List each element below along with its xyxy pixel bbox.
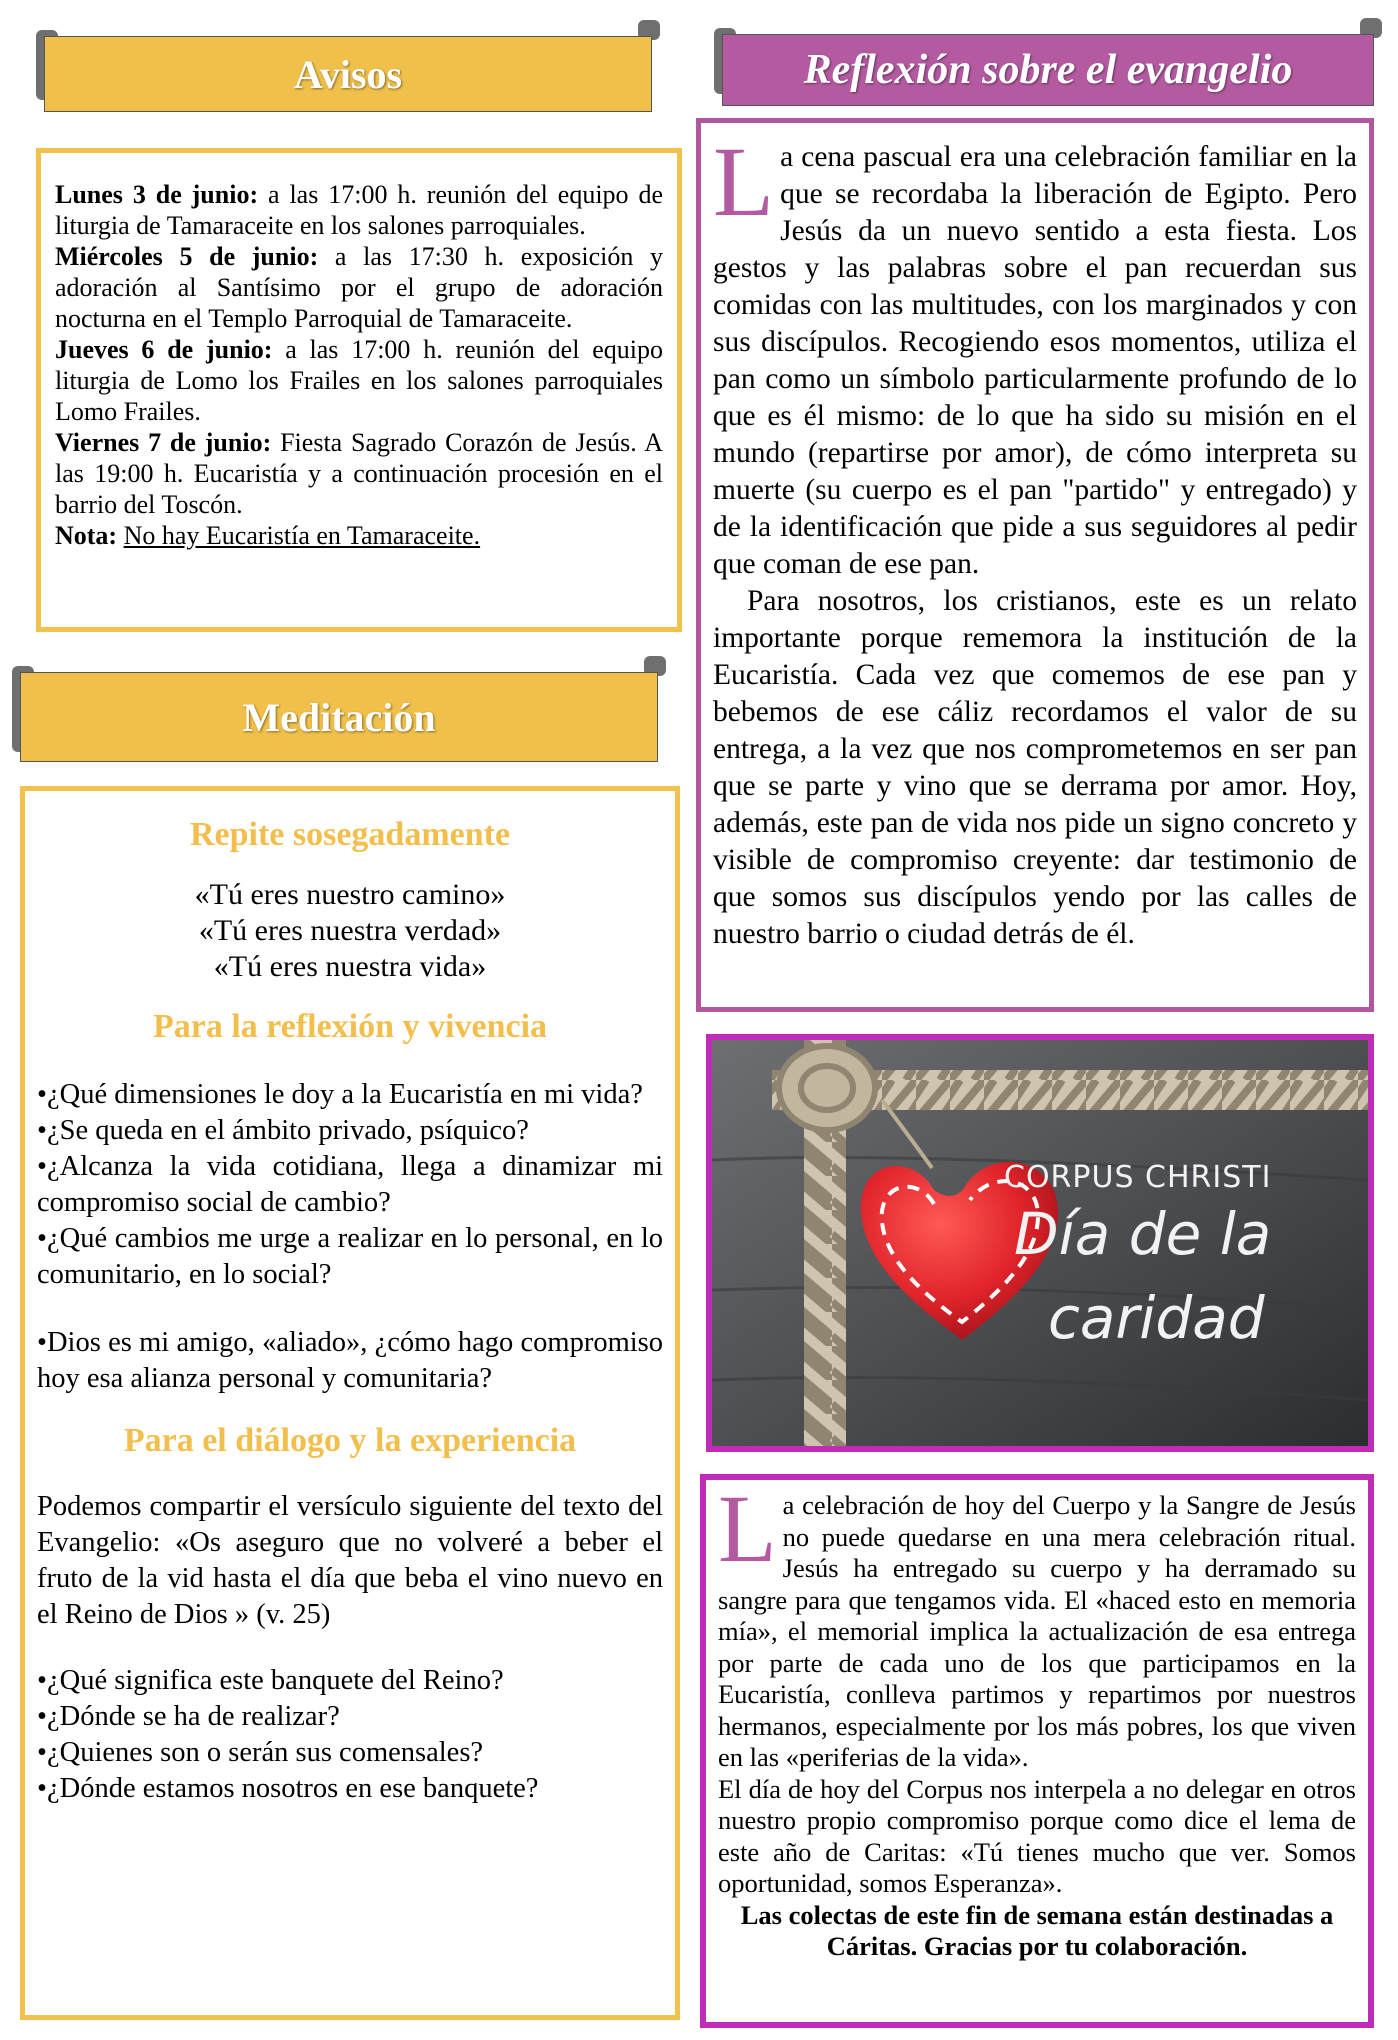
aviso-day: Miércoles 5 de junio: xyxy=(55,242,319,271)
reflexion-banner xyxy=(722,34,1374,106)
image-line2: Día de la xyxy=(1014,1200,1272,1268)
list-item: •¿Quienes son o serán sus comensales? xyxy=(37,1737,484,1768)
aviso-text: a las 17:30 h. exposición y adoración al Santísimo por el grupo de adoración nocturna en el Templo Parroquial de Tamaraceite. xyxy=(55,242,663,333)
aviso-day: Jueves 6 de junio: xyxy=(55,335,273,364)
reflexion-box xyxy=(696,118,1374,1012)
image-line1: CORPUS CHRISTI xyxy=(1004,1160,1272,1195)
list-item: •¿Qué dimensiones le doy a la Eucaristía en mi vida? xyxy=(37,1079,643,1110)
image-line3: caridad xyxy=(1048,1284,1265,1352)
phrase: «Tú eres nuestro camino» xyxy=(194,878,506,911)
phrase: «Tú eres nuestra vida» xyxy=(213,950,487,983)
aviso-day: Viernes 7 de junio: xyxy=(55,428,272,457)
meditacion-banner xyxy=(20,672,658,762)
list-item: •¿Dónde se ha de realizar? xyxy=(37,1701,340,1732)
aviso-day: Lunes 3 de junio: xyxy=(55,180,259,209)
list-item: •¿Dónde estamos nosotros en ese banquete? xyxy=(37,1773,539,1804)
repite-heading: Repite sosegadamente xyxy=(189,816,511,853)
avisos-box xyxy=(36,148,682,632)
aviso-text: a las 17:00 h. reunión del equipo de liturgia de Tamaraceite en los salones parroquiales. xyxy=(55,180,663,240)
list-item: •¿Qué cambios me urge a realizar en lo personal, en lo comunitario, en lo social? xyxy=(37,1223,663,1290)
celebracion-para1: a celebración de hoy del Cuerpo y la Sangre de Jesús no puede quedarse en una mera celebración ritual. Jesús ha entregado su cuerpo y ha derramado su sangre para que tengamos vida. El «haced esto en memoria mía», el memorial implica la actualización de esa entrega por parte de cada uno de los que participamos en la Eucaristía, conlleva partimos y repartimos por nuestros hermanos, especialmente por los más pobres, los que viven en las «periferias de la vida». xyxy=(718,1490,1356,1772)
reflexion-heading: Para la reflexión y vivencia xyxy=(152,1008,548,1045)
phrase: «Tú eres nuestra verdad» xyxy=(198,914,502,947)
aviso-text: a las 17:00 h. reunión del equipo liturgia de Lomo los Frailes en los salones parroquiales Lomo Frailes. xyxy=(55,335,663,426)
avisos-title: Avisos xyxy=(293,51,403,97)
dialogo-heading: Para el diálogo y la experiencia xyxy=(123,1422,577,1459)
celebracion-box xyxy=(700,1474,1374,2028)
aviso-text: Fiesta Sagrado Corazón de Jesús. A las 19:00 h. Eucaristía y a continuación procesión en el barrio del Toscón. xyxy=(55,428,663,519)
dialogo-text: Podemos compartir el versículo siguiente del texto del Evangelio: «Os aseguro que no volveré a beber el fruto de la vid hasta el día que beba el vino nuevo en el Reino de Dios » (v. 25) xyxy=(37,1491,663,1630)
meditacion-box xyxy=(20,786,680,2020)
corpus-christi-image-frame xyxy=(706,1034,1374,1452)
list-item: •Dios es mi amigo, «aliado», ¿cómo hago compromiso hoy esa alianza personal y comunitaria? xyxy=(37,1327,663,1394)
list-item: •¿Se queda en el ámbito privado, psíquico? xyxy=(37,1115,529,1146)
reflexion-para2: Para nosotros, los cristianos, este es un relato importante porque rememora la institución de la Eucaristía. Cada vez que comemos de ese pan y bebemos de ese cáliz recordamos el valor de su entrega, a la vez que nos comprometemos en ser pan que se parte y vino que se derrama por amor. Hoy, además, este pan de vida nos pide un signo concreto y visible de compromiso creyente: dar testimonio de que somos sus discípulos yendo por las calles de nuestro barrio o ciudad detrás de él. xyxy=(713,585,1357,950)
avisos-banner xyxy=(44,36,652,112)
drop-cap: L xyxy=(713,126,775,237)
reflexion-title: Reflexión sobre el evangelio xyxy=(803,47,1293,93)
reflexion-para1: a cena pascual era una celebración familiar en la que se recordaba la liberación de Egipto. Pero Jesús da un nuevo sentido a esta fiesta. Los gestos y las palabras sobre el pan recuerdan sus comidas con las multitudes, con los marginados y con sus discípulos. Recogiendo esos momentos, utiliza el pan como un símbolo particularmente profundo de lo que es él mismo: de lo que ha sido su misión en el mundo (repartirse por amor), de cómo interpreta su muerte (su cuerpo es el pan "partido" y entregado) y de la identificación que pide a sus seguidores al pedir que coman de ese pan. xyxy=(713,141,1357,580)
celebracion-para2: El día de hoy del Corpus nos interpela a no delegar en otros nuestro propio compromiso porque como dice el lema de este año de Caritas: «Tú tienes mucho que ver. Somos oportunidad, somos Esperanza». xyxy=(718,1773,1356,1898)
celebracion-closing: Las colectas de este fin de semana están destinadas a Cáritas. Gracias por tu colaboración. xyxy=(740,1899,1334,1961)
meditacion-title: Meditación xyxy=(242,694,436,740)
list-item: •¿Alcanza la vida cotidiana, llega a dinamizar mi compromiso social de cambio? xyxy=(37,1151,663,1218)
list-item: •¿Qué significa este banquete del Reino? xyxy=(37,1665,504,1696)
corpus-christi-image xyxy=(712,1040,1368,1446)
nota-text: No hay Eucaristía en Tamaraceite. xyxy=(123,521,481,550)
drop-cap: L xyxy=(718,1475,777,1582)
nota-label: Nota: xyxy=(55,521,118,550)
